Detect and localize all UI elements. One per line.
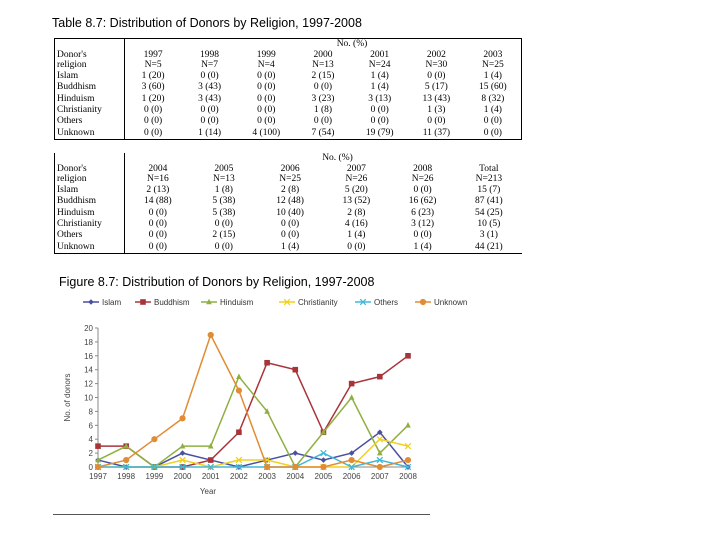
row-header-label-1: Donor's	[55, 50, 125, 61]
table-cell: 0 (0)	[313, 116, 333, 127]
table-cell: 0 (0)	[281, 230, 300, 241]
line-chart-container	[53, 292, 468, 515]
row-header-label-2: religion	[55, 60, 125, 71]
table-cell: 2 (15)	[311, 70, 335, 81]
table-cell: 6 (23)	[411, 207, 435, 218]
data-point-unknown	[292, 464, 298, 470]
table-cell: 1 (8)	[313, 105, 333, 115]
unit-label: No. (%)	[322, 153, 353, 163]
table-cell: 13 (43)	[422, 93, 451, 104]
x-tick-label: 2004	[286, 472, 305, 481]
n-header: N=7	[201, 60, 219, 71]
table-cell: 0 (0)	[144, 127, 163, 138]
table-cell: 1 (4)	[483, 105, 502, 115]
table-cell: 16 (62)	[408, 196, 437, 207]
table-cell: 0 (0)	[483, 127, 502, 138]
year-header: 2001	[370, 49, 390, 60]
data-point-unknown	[320, 464, 326, 470]
religion-label: Hinduism	[55, 94, 125, 105]
table-cell: 2 (8)	[347, 207, 366, 218]
year-header: 1997	[143, 49, 163, 60]
y-axis-title: No. of donors	[63, 373, 72, 422]
data-point-buddhism	[95, 443, 101, 449]
year-header: Total	[479, 163, 499, 174]
table-title: Table 8.7: Distribution of Donors by Religion, 1997-2008	[52, 16, 362, 30]
x-tick-label: 1998	[117, 472, 136, 481]
table-cell: 0 (0)	[483, 116, 502, 127]
table-cell: 5 (38)	[212, 196, 236, 207]
data-point-buddhism	[208, 457, 214, 463]
table-cell: 12 (48)	[276, 196, 304, 207]
series-line-hinduism	[98, 377, 408, 467]
figure-title: Figure 8.7: Distribution of Donors by Religion, 1997-2008	[59, 275, 375, 289]
religion-label: Unknown	[55, 242, 125, 254]
table-cell: 3 (43)	[198, 93, 222, 104]
table-row	[55, 208, 523, 219]
table-row	[55, 82, 522, 93]
table-cell: 0 (0)	[214, 241, 233, 252]
y-tick-label: 4	[88, 435, 93, 445]
series-line-buddhism	[98, 356, 408, 467]
table-cell: 0 (0)	[257, 116, 276, 127]
data-point-hinduism	[405, 422, 411, 428]
table-cell: 4 (16)	[344, 219, 368, 229]
table-cell: 0 (0)	[200, 105, 219, 115]
data-point-unknown	[349, 457, 355, 463]
table-cell: 0 (0)	[214, 219, 233, 229]
table-cell: 2 (8)	[281, 184, 300, 195]
table-cell: 19 (79)	[365, 127, 394, 138]
table-cell: 1 (4)	[347, 230, 366, 241]
table-row	[55, 219, 523, 230]
religion-label: Christianity	[55, 219, 125, 230]
x-tick-label: 1997	[89, 472, 107, 481]
data-point-others	[321, 450, 327, 456]
religion-label: Buddhism	[55, 196, 125, 207]
x-tick-label: 2001	[201, 472, 220, 481]
y-tick-label: 2	[88, 449, 93, 459]
table-cell: 87 (41)	[475, 196, 503, 207]
data-point-unknown	[208, 332, 214, 338]
table-cell: 1 (4)	[370, 82, 389, 93]
data-point-buddhism	[377, 374, 383, 380]
table-cell: 0 (0)	[313, 82, 333, 93]
religion-label: Hinduism	[55, 208, 125, 219]
table-cell: 5 (38)	[212, 207, 236, 218]
table-cell: 0 (0)	[144, 105, 163, 115]
row-header-cell	[55, 153, 125, 164]
table-cell: 13 (52)	[342, 196, 371, 207]
table-cell: 15 (7)	[477, 184, 501, 195]
table-row	[55, 116, 522, 127]
table-cell: 5 (20)	[344, 184, 368, 195]
data-point-unknown	[236, 387, 242, 393]
table-cell: 0 (0)	[257, 70, 276, 81]
year-header: 2006	[280, 163, 300, 174]
data-point-islam	[180, 450, 186, 456]
legend-label-islam: Islam	[102, 298, 122, 307]
n-header: N=4	[257, 60, 275, 71]
y-tick-label: 16	[84, 351, 93, 361]
row-header-label-1: Donor's	[55, 164, 125, 175]
table-cell: 0 (0)	[148, 230, 167, 241]
legend-label-hinduism: Hinduism	[220, 298, 254, 307]
n-header: N=26	[411, 174, 434, 185]
table-cell: 0 (0)	[347, 241, 366, 252]
table-row	[55, 196, 523, 207]
table-cell: 2 (13)	[146, 184, 170, 195]
table-cell: 0 (0)	[370, 116, 389, 127]
legend-marker-islam	[88, 299, 94, 305]
table-row	[55, 71, 522, 82]
x-tick-label: 2003	[258, 472, 276, 481]
table-cell: 1 (4)	[281, 241, 300, 252]
y-tick-label: 20	[84, 324, 93, 333]
n-header: N=13	[312, 60, 334, 71]
year-header: 1999	[256, 49, 276, 60]
y-tick-label: 0	[88, 463, 93, 472]
religion-table-1997-2003	[54, 38, 522, 140]
religion-label: Others	[55, 230, 125, 241]
x-tick-label: 2006	[342, 472, 361, 481]
religion-label: Christianity	[55, 105, 125, 116]
table-cell: 1 (3)	[427, 105, 446, 115]
table-cell: 54 (25)	[475, 207, 503, 218]
table-cell: 3 (23)	[311, 93, 335, 104]
religion-label: Islam	[55, 71, 125, 82]
table-cell: 3 (1)	[479, 230, 498, 241]
table-cell: 1 (4)	[370, 70, 389, 81]
table-cell: 1 (8)	[214, 184, 233, 195]
x-tick-label: 2007	[370, 472, 389, 481]
table-cell: 0 (0)	[413, 230, 432, 241]
table-cell: 1 (4)	[413, 241, 432, 252]
legend-label-unknown: Unknown	[434, 298, 468, 307]
table-cell: 0 (0)	[257, 105, 276, 115]
table-cell: 0 (0)	[148, 219, 167, 229]
table-cell: 10 (40)	[276, 207, 304, 218]
y-tick-label: 8	[88, 407, 93, 417]
x-tick-label: 2005	[314, 472, 333, 481]
x-tick-label: 2002	[230, 472, 248, 481]
year-header: 2004	[148, 163, 168, 174]
n-header: N=25	[482, 60, 504, 71]
table-cell: 7 (54)	[311, 127, 335, 138]
table-cell: 8 (32)	[481, 93, 505, 104]
n-header: N=24	[368, 60, 391, 71]
table-cell: 0 (0)	[281, 219, 300, 229]
table-row	[55, 105, 522, 116]
year-header: 2007	[346, 163, 366, 174]
table-cell: 3 (12)	[411, 219, 435, 229]
data-point-buddhism	[405, 353, 411, 359]
x-tick-label: 2008	[399, 472, 417, 481]
y-tick-label: 12	[84, 379, 93, 389]
religion-table-2004-2008	[54, 153, 522, 254]
y-tick-label: 18	[84, 337, 93, 347]
table-row	[55, 230, 523, 241]
data-point-unknown	[405, 457, 411, 463]
data-point-unknown	[179, 415, 185, 421]
table-cell: 0 (0)	[148, 241, 167, 252]
table-cell: 0 (0)	[257, 93, 276, 104]
data-point-islam	[321, 457, 327, 463]
data-point-unknown	[123, 457, 129, 463]
table-cell: 5 (17)	[424, 82, 448, 93]
year-header: 2008	[413, 163, 433, 174]
table-cell: 3 (60)	[141, 82, 165, 93]
x-tick-label: 2000	[173, 472, 192, 481]
year-header: 2003	[483, 49, 503, 60]
religion-label: Buddhism	[55, 82, 125, 93]
y-tick-label: 10	[84, 393, 93, 403]
data-point-hinduism	[349, 394, 355, 400]
row-header-cell	[55, 39, 125, 50]
year-header: 2000	[313, 49, 333, 60]
data-point-hinduism	[236, 373, 242, 379]
table-cell: 0 (0)	[427, 116, 446, 127]
table-cell: 0 (0)	[200, 70, 219, 81]
table-cell: 3 (43)	[198, 82, 222, 93]
data-point-unknown	[151, 436, 157, 442]
table-row	[55, 242, 523, 254]
data-point-unknown	[377, 464, 383, 470]
n-header: N=13	[213, 174, 235, 185]
legend-marker-buddhism	[140, 299, 146, 305]
table-cell: 15 (60)	[479, 82, 507, 93]
table-cell: 1 (14)	[198, 127, 222, 138]
table-cell: 0 (0)	[144, 116, 163, 127]
religion-label: Unknown	[55, 128, 125, 140]
year-header: 1998	[200, 49, 220, 60]
unit-label: No. (%)	[336, 39, 368, 49]
table-cell: 4 (100)	[252, 127, 281, 138]
series-line-unknown	[98, 335, 408, 467]
table-cell: 10 (5)	[477, 219, 501, 229]
legend-label-buddhism: Buddhism	[154, 298, 190, 307]
table-row	[55, 94, 522, 105]
table-cell: 44 (21)	[475, 241, 503, 252]
year-header: 2002	[426, 49, 446, 60]
n-header: N=30	[425, 60, 448, 71]
table-cell: 0 (0)	[200, 116, 219, 127]
table-cell: 1 (20)	[141, 70, 165, 81]
data-point-unknown	[264, 464, 270, 470]
legend-marker-unknown	[420, 299, 426, 305]
data-point-buddhism	[292, 367, 298, 373]
n-header: N=26	[345, 174, 368, 185]
legend-label-others: Others	[374, 298, 399, 307]
n-header: N=5	[144, 60, 162, 71]
y-tick-label: 14	[84, 365, 93, 375]
table-row	[55, 185, 523, 196]
table-cell: 0 (0)	[257, 82, 276, 93]
table-cell: 3 (13)	[368, 93, 392, 104]
n-header: N=16	[147, 174, 169, 185]
data-point-buddhism	[264, 360, 270, 366]
table-cell: 0 (0)	[413, 184, 432, 195]
table-cell: 1 (20)	[141, 93, 165, 104]
religion-label: Islam	[55, 185, 125, 196]
x-tick-label: 1999	[145, 472, 164, 481]
year-header: 2005	[214, 163, 234, 174]
n-header: N=25	[279, 174, 301, 185]
legend-label-christianity: Christianity	[298, 298, 338, 307]
table-cell: 0 (0)	[370, 105, 389, 115]
table-cell: 0 (0)	[148, 207, 167, 218]
n-header: N=213	[475, 174, 503, 185]
table-cell: 0 (0)	[427, 70, 446, 81]
table-row	[55, 128, 522, 140]
table-cell: 11 (37)	[422, 127, 451, 138]
x-axis-title: Year	[199, 487, 217, 496]
religion-label: Others	[55, 116, 125, 127]
line-chart	[53, 292, 468, 514]
row-header-label-2: religion	[55, 174, 125, 185]
data-point-buddhism	[236, 429, 242, 435]
data-point-unknown	[95, 464, 101, 470]
table-cell: 2 (15)	[212, 230, 236, 241]
data-point-islam	[292, 450, 298, 456]
table-cell: 14 (88)	[144, 196, 172, 207]
y-tick-label: 6	[88, 421, 93, 431]
data-point-buddhism	[349, 381, 355, 387]
table-cell: 1 (4)	[483, 70, 502, 81]
